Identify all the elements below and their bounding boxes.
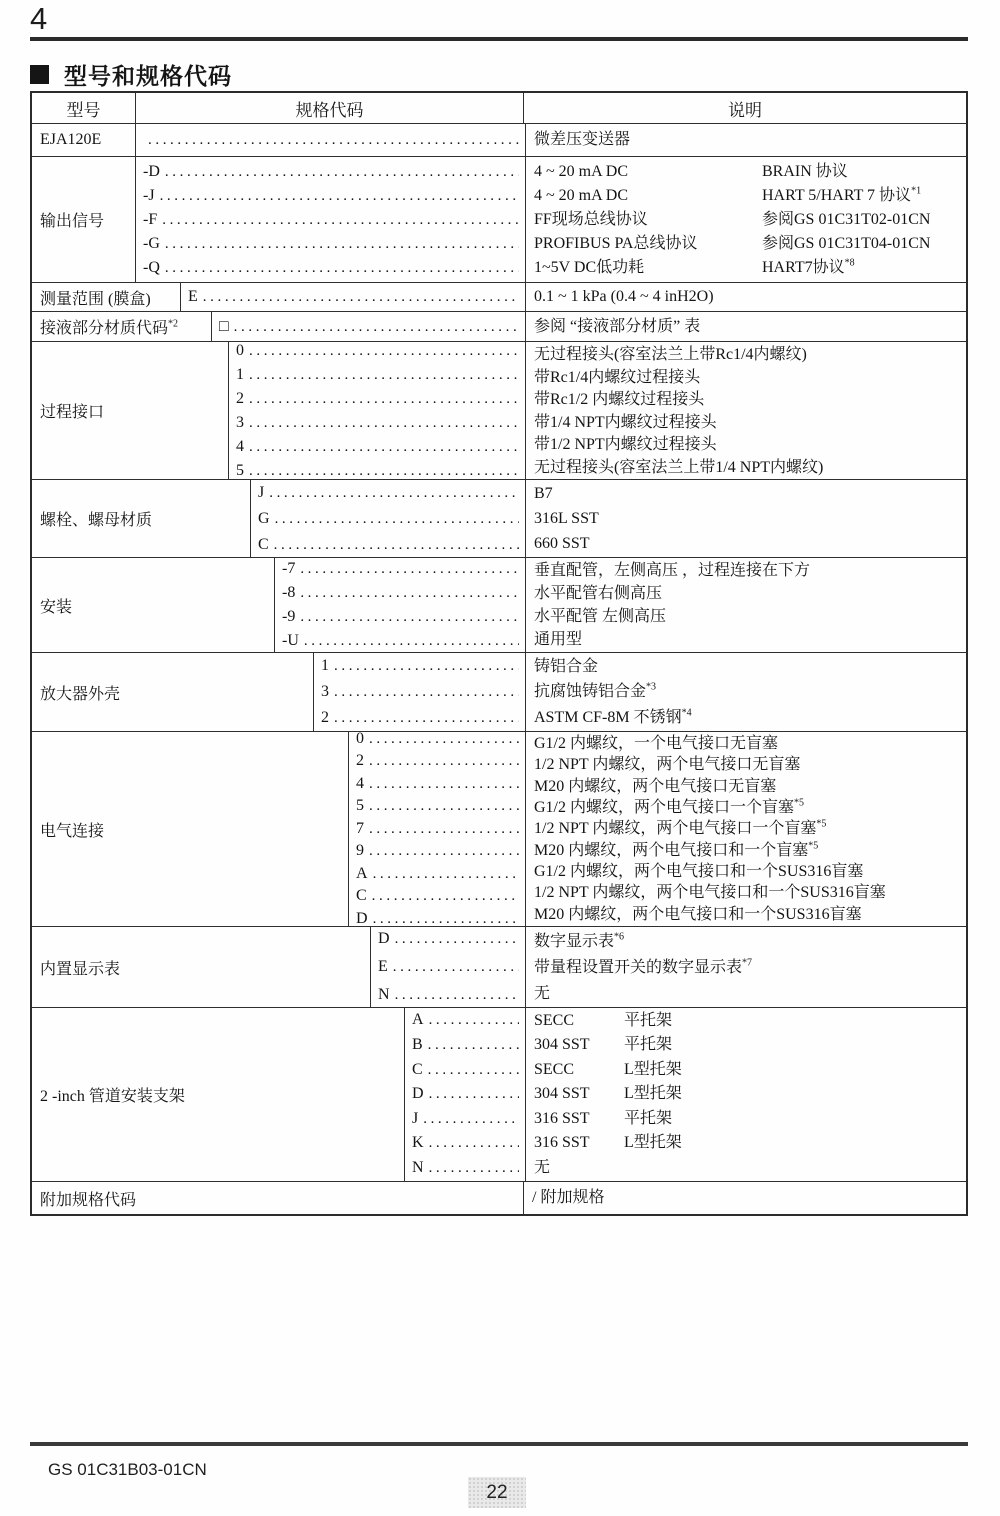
description-row <box>534 679 962 704</box>
spec-code-row <box>236 435 519 459</box>
description-row <box>534 1009 962 1033</box>
description-row <box>534 531 962 556</box>
integral-indicator-codes <box>370 927 525 1007</box>
spec-code: 1 <box>321 657 329 674</box>
mounting-bracket-codes <box>404 1008 525 1181</box>
description-row <box>534 861 962 882</box>
spec-code: -7 <box>282 560 296 577</box>
dotted-leader <box>269 480 519 506</box>
description-text: 1/2 NPT 内螺纹，两个电气接口和一个SUS316盲塞 <box>534 884 886 902</box>
description-row <box>534 628 962 651</box>
dotted-leader <box>429 1082 519 1107</box>
spec-code-row <box>143 128 519 152</box>
dotted-leader <box>249 388 519 411</box>
description-text: 铸铝合金 <box>534 658 599 675</box>
description-text: 带量程设置开关的数字显示表$^{*7}$ <box>534 957 753 976</box>
description-row <box>534 232 962 256</box>
spec-code-row <box>412 1058 519 1083</box>
description-text: 0.1 ~ 1 kPa (0.4 ~ 4 inH2O) <box>534 288 714 305</box>
spec-code: J <box>258 483 265 501</box>
spec-code-row <box>258 506 519 532</box>
description-text: 带1/4 NPT内螺纹过程接头 <box>534 413 717 431</box>
dotted-leader <box>160 184 519 208</box>
description-text: 660 SST <box>534 535 590 552</box>
description-text: 304 SST <box>534 1085 590 1103</box>
description-row <box>534 411 962 434</box>
spec-code: B <box>412 1036 423 1054</box>
description-protocol-text: BRAIN 协议 <box>762 162 848 180</box>
description-row <box>534 582 962 605</box>
spec-code-row <box>143 184 519 208</box>
header-description: 说明 <box>523 93 966 123</box>
description-row <box>534 754 962 775</box>
spec-code-row <box>356 750 519 773</box>
dotted-leader <box>275 506 519 532</box>
output-signal-label-text: 输出信号 <box>40 213 105 230</box>
spec-code-row <box>378 981 519 1007</box>
description-row <box>534 1082 962 1106</box>
dotted-leader <box>274 532 519 558</box>
spec-code: C <box>356 887 367 905</box>
description-protocol-text: L型托架 <box>624 1060 682 1078</box>
output-signal-label <box>32 157 135 282</box>
description-row <box>534 285 962 309</box>
spec-code-row <box>236 363 519 387</box>
dotted-leader <box>395 982 519 1007</box>
electrical-connection-descriptions <box>525 732 966 926</box>
description-protocol-text: L型托架 <box>624 1134 682 1152</box>
description-row <box>534 256 962 280</box>
amplifier-housing-label <box>32 653 313 731</box>
measurement-span-codes <box>180 283 525 311</box>
spec-code-row <box>258 532 519 558</box>
spec-code-row <box>282 581 519 605</box>
dotted-leader <box>373 909 519 926</box>
section-amplifier-housing <box>32 652 966 731</box>
description-text: 1/2 NPT 内螺纹，两个电气接口无盲塞 <box>534 756 801 774</box>
spec-code: D <box>412 1085 424 1103</box>
description-row <box>534 481 962 506</box>
spec-code: A <box>356 864 368 882</box>
spec-code-row <box>143 256 519 280</box>
dotted-leader <box>369 774 519 796</box>
description-row <box>534 343 962 366</box>
dotted-leader <box>369 819 519 841</box>
spec-code-row <box>356 795 519 818</box>
description-text: 无过程接头(容室法兰上带1/4 NPT内螺纹) <box>534 458 824 476</box>
section-output-signal <box>32 156 966 282</box>
description-text: M20 内螺纹，两个电气接口无盲塞 <box>534 777 777 795</box>
description-row <box>534 366 962 389</box>
spec-code-row <box>143 160 519 184</box>
description-text: 无 <box>534 1158 551 1176</box>
spec-code: D <box>378 930 390 947</box>
dotted-leader <box>395 927 519 953</box>
page-number-badge: 22 <box>468 1477 526 1508</box>
dotted-leader <box>373 864 519 886</box>
spec-code-row <box>143 232 519 256</box>
spec-code: 9 <box>356 842 364 860</box>
description-text: 数字显示表$^{*6}$ <box>534 931 625 950</box>
spec-code-row <box>321 705 519 731</box>
spec-code-row <box>143 208 519 232</box>
description-row <box>534 797 962 818</box>
measurement-span-descriptions <box>525 283 966 311</box>
chapter-rule <box>30 37 968 41</box>
spec-code-row <box>236 459 519 480</box>
section-marker-icon <box>30 65 49 84</box>
dotted-leader <box>423 1107 519 1132</box>
optional-codes-label-text: 附加规格代码 <box>40 1191 137 1209</box>
bolts-nuts-material-codes <box>250 480 525 557</box>
spec-code-row <box>412 1131 519 1156</box>
spec-code: 0 <box>236 342 244 359</box>
process-connections-descriptions <box>525 342 966 479</box>
section-electrical-connection <box>32 731 966 926</box>
spec-code: -8 <box>282 584 296 601</box>
dotted-leader <box>334 679 519 705</box>
spec-code-row <box>282 558 519 581</box>
footer-rule <box>30 1442 968 1446</box>
spec-code: 3 <box>236 413 244 431</box>
description-text: 带1/2 NPT内螺纹过程接头 <box>534 436 717 453</box>
description-text: M20 内螺纹，两个电气接口和一个SUS316盲塞 <box>534 905 862 923</box>
dotted-leader <box>429 1131 519 1156</box>
description-protocol-text: 平托架 <box>624 1012 673 1030</box>
spec-code-row <box>321 653 519 679</box>
dotted-leader <box>334 653 519 679</box>
dotted-leader <box>428 1058 519 1083</box>
process-connections-label-text: 过程接口 <box>40 404 105 421</box>
spec-code: 7 <box>356 819 364 837</box>
description-text: G1/2 内螺纹，两个电气接口和一个SUS316盲塞 <box>534 862 864 880</box>
description-text: 4 ~ 20 mA DC <box>534 186 628 204</box>
dotted-leader <box>372 886 519 908</box>
output-signal-descriptions <box>525 157 966 282</box>
description-text: PROFIBUS PA总线协议 <box>534 234 698 252</box>
measurement-span-label-text: 测量范围 (膜盒) <box>40 290 151 308</box>
description-row <box>534 928 962 954</box>
dotted-leader <box>369 732 519 750</box>
spec-code-row <box>356 908 519 926</box>
description-text: 316 SST <box>534 1134 590 1152</box>
description-text: 4 ~ 20 mA DC <box>534 162 628 180</box>
description-text: SECC <box>534 1060 575 1078</box>
process-connections-label <box>32 342 228 479</box>
document-number: GS 01C31B03-01CN <box>48 1460 207 1479</box>
chapter-number: 4 <box>30 1 48 36</box>
spec-code-row <box>356 840 519 863</box>
spec-code: C <box>412 1060 423 1078</box>
spec-code-row <box>236 387 519 411</box>
optional-codes-descriptions <box>523 1182 964 1214</box>
electrical-connection-label-text: 电气连接 <box>40 822 105 840</box>
description-text: ASTM CF-8M 不锈钢$^{*4}$ <box>534 707 692 726</box>
section-optional-codes <box>32 1181 966 1214</box>
dotted-leader <box>300 581 519 605</box>
description-text: G1/2 内螺纹，两个电气接口一个盲塞$^{*5}$ <box>534 797 805 816</box>
spec-code: 4 <box>236 437 244 455</box>
spec-code: -U <box>282 632 299 649</box>
spec-code-row <box>356 863 519 886</box>
measurement-span-label <box>32 283 180 311</box>
spec-code: E <box>378 958 388 975</box>
spec-code-row <box>356 732 519 750</box>
spec-code: 1 <box>236 365 244 383</box>
description-protocol-text: HART7协议$^{*8}$ <box>762 257 855 276</box>
description-protocol-text: L型托架 <box>624 1085 682 1103</box>
spec-code-row <box>236 411 519 435</box>
description-protocol-text: 参阅GS 01C31T02-01CN <box>762 210 931 228</box>
spec-code-row <box>412 1033 519 1058</box>
integral-indicator-descriptions <box>525 927 966 1007</box>
description-row <box>534 954 962 980</box>
spec-code: 5 <box>236 461 244 479</box>
description-row <box>534 776 962 797</box>
installation-label <box>32 558 274 652</box>
header-model: 型号 <box>66 100 101 120</box>
description-row <box>534 506 962 531</box>
model-label <box>32 124 135 156</box>
spec-code-row <box>412 1008 519 1033</box>
spec-code: 2 <box>321 709 329 726</box>
spec-code: E <box>188 288 198 305</box>
spec-code-row <box>321 679 519 705</box>
description-text: 316 SST <box>534 1109 590 1127</box>
model-descriptions <box>525 124 966 156</box>
description-text: 带Rc1/2 内螺纹过程接头 <box>534 391 705 408</box>
spec-code: 2 <box>236 389 244 407</box>
spec-code: A <box>412 1011 424 1029</box>
description-text: 微差压变送器 <box>534 131 631 148</box>
description-row <box>534 388 962 411</box>
description-row <box>534 1033 962 1057</box>
description-text: 无 <box>534 985 551 1002</box>
dotted-leader <box>249 364 519 387</box>
spec-code: D <box>356 909 368 926</box>
description-row <box>534 733 962 754</box>
description-text: SECC <box>534 1012 575 1030</box>
installation-codes <box>274 558 525 652</box>
spec-code-row <box>356 818 519 841</box>
dotted-leader <box>429 1008 519 1033</box>
dotted-leader <box>304 629 519 652</box>
spec-code: J <box>412 1109 419 1127</box>
description-row <box>534 184 962 208</box>
description-text: FF现场总线协议 <box>534 210 648 228</box>
section-model <box>32 123 966 156</box>
description-row <box>534 128 962 152</box>
description-row <box>534 980 962 1006</box>
dotted-leader <box>234 315 519 339</box>
description-text: 参阅 “接液部分材质” 表 <box>534 317 701 335</box>
description-row <box>534 1058 962 1082</box>
dotted-leader <box>300 558 519 581</box>
header-spec-code: 规格代码 <box>135 93 523 123</box>
spec-code-row <box>356 885 519 908</box>
wetted-parts-material-label <box>32 312 211 341</box>
description-row <box>534 1156 962 1180</box>
integral-indicator-label <box>32 927 370 1007</box>
description-row <box>534 1107 962 1131</box>
description-text: G1/2 内螺纹，一个电气接口无盲塞 <box>534 735 779 753</box>
spec-code-row <box>412 1082 519 1107</box>
description-text: 带Rc1/4内螺纹过程接头 <box>534 368 701 386</box>
spec-code: -F <box>143 210 158 228</box>
description-text: M20 内螺纹，两个电气接口和一个盲塞$^{*5}$ <box>534 840 819 859</box>
spec-code-row <box>378 953 519 981</box>
wetted-parts-material-descriptions <box>525 312 966 341</box>
mounting-bracket-descriptions <box>525 1008 966 1181</box>
spec-code: -J <box>143 186 155 204</box>
description-row <box>534 882 962 903</box>
section-wetted-parts-material <box>32 311 966 341</box>
description-text: 无过程接头(容室法兰上带Rc1/4内螺纹) <box>534 346 807 363</box>
spec-code: -Q <box>143 258 160 276</box>
description-protocol-text: HART 5/HART 7 协议$^{*1}$ <box>762 185 922 204</box>
spec-code: N <box>378 986 390 1003</box>
dotted-leader <box>249 460 519 480</box>
installation-label-text: 安装 <box>40 598 73 616</box>
model-codes <box>135 124 525 156</box>
amplifier-housing-label-text: 放大器外壳 <box>40 685 121 703</box>
spec-code: 2 <box>356 752 364 770</box>
description-row <box>534 654 962 679</box>
table-header-row <box>32 93 966 123</box>
output-signal-codes <box>135 157 525 282</box>
description-text: 1/2 NPT 内螺纹，两个电气接口一个盲塞$^{*5}$ <box>534 819 827 838</box>
description-protocol-text: 平托架 <box>624 1109 673 1127</box>
process-connections-codes <box>228 342 525 479</box>
spec-code-row <box>188 285 519 309</box>
dotted-leader <box>369 841 519 863</box>
electrical-connection-label <box>32 732 348 926</box>
dotted-leader <box>165 160 519 184</box>
mounting-bracket-label-text: 2 -inch 管道安装支架 <box>40 1088 185 1105</box>
section-bolts-nuts-material <box>32 479 966 557</box>
dotted-leader <box>249 342 519 363</box>
integral-indicator-label-text: 内置显示表 <box>40 960 121 978</box>
optional-codes-label <box>32 1182 523 1214</box>
amplifier-housing-descriptions <box>525 653 966 731</box>
description-row <box>534 904 962 925</box>
section-installation <box>32 557 966 652</box>
amplifier-housing-codes <box>313 653 525 731</box>
spec-code: 3 <box>321 683 329 700</box>
description-row <box>534 705 962 730</box>
description-text: / 附加规格 <box>532 1189 605 1206</box>
mounting-bracket-label <box>32 1008 404 1181</box>
dotted-leader <box>393 954 519 981</box>
spec-code: -G <box>143 234 160 252</box>
dotted-leader <box>334 705 519 731</box>
dotted-leader <box>203 285 519 309</box>
bolts-nuts-material-descriptions <box>525 480 966 557</box>
spec-code-row <box>258 480 519 506</box>
spec-code-row <box>282 605 519 629</box>
section-integral-indicator <box>32 926 966 1007</box>
dotted-leader <box>429 1156 519 1181</box>
dotted-leader <box>165 256 519 280</box>
description-text: 抗腐蚀铸铝合金$^{*3}$ <box>534 682 657 701</box>
electrical-connection-codes <box>348 732 525 926</box>
spec-code: C <box>258 535 269 553</box>
dotted-leader <box>162 208 519 232</box>
spec-code: K <box>412 1134 424 1152</box>
dotted-leader <box>165 232 519 256</box>
spec-code: G <box>258 509 270 527</box>
section-heading <box>30 58 232 91</box>
installation-descriptions <box>525 558 966 652</box>
section-measurement-span <box>32 282 966 311</box>
spec-code-row <box>412 1107 519 1132</box>
description-row <box>532 1186 960 1210</box>
bolts-nuts-material-label <box>32 480 250 557</box>
description-row <box>534 605 962 628</box>
spec-code: 4 <box>356 774 364 792</box>
spec-code: -9 <box>282 608 296 625</box>
spec-code: 0 <box>356 732 364 747</box>
dotted-leader <box>369 796 519 818</box>
wetted-parts-material-codes <box>211 312 525 341</box>
dotted-leader <box>369 751 519 773</box>
spec-code: 5 <box>356 797 364 815</box>
description-row <box>534 433 962 456</box>
wetted-parts-material-label-text: 接液部分材质代码$^{*2}$ <box>40 318 179 337</box>
dotted-leader <box>148 128 519 152</box>
description-row <box>534 818 962 839</box>
description-row <box>534 559 962 582</box>
model-spec-table <box>30 91 968 1216</box>
description-text: B7 <box>534 485 553 502</box>
spec-code-row <box>219 315 519 339</box>
spec-code: □ <box>219 317 229 335</box>
spec-code-row <box>378 927 519 953</box>
description-text: 垂直配管，左侧高压 ，过程连接在下方 <box>534 562 811 579</box>
model-label-text: EJA120E <box>40 131 102 148</box>
spec-code-row <box>356 773 519 796</box>
description-row <box>534 208 962 232</box>
spec-code-row <box>412 1156 519 1181</box>
description-text: 通用型 <box>534 631 583 648</box>
description-text: 304 SST <box>534 1036 590 1054</box>
page-title: 型号和规格代码 <box>64 63 232 89</box>
description-text: 316L SST <box>534 510 599 527</box>
description-text: 1~5V DC低功耗 <box>534 258 645 276</box>
description-text: 水平配管 左侧高压 <box>534 608 667 625</box>
description-row <box>534 840 962 861</box>
description-row <box>534 456 962 479</box>
description-row <box>534 1131 962 1155</box>
description-protocol-text: 参阅GS 01C31T04-01CN <box>762 234 931 252</box>
spec-code-row <box>282 629 519 652</box>
dotted-leader <box>249 412 519 435</box>
description-protocol-text: 平托架 <box>624 1036 673 1054</box>
section-process-connections <box>32 341 966 479</box>
spec-code: N <box>412 1158 424 1176</box>
spec-code-row <box>236 342 519 363</box>
bolts-nuts-material-label-text: 螺栓、螺母材质 <box>40 512 153 529</box>
dotted-leader <box>300 605 519 629</box>
description-text: 水平配管右侧高压 <box>534 585 663 602</box>
description-row <box>534 315 962 339</box>
description-row <box>534 160 962 184</box>
spec-code: -D <box>143 162 160 180</box>
section-mounting-bracket <box>32 1007 966 1181</box>
dotted-leader <box>428 1033 519 1058</box>
dotted-leader <box>249 436 519 459</box>
